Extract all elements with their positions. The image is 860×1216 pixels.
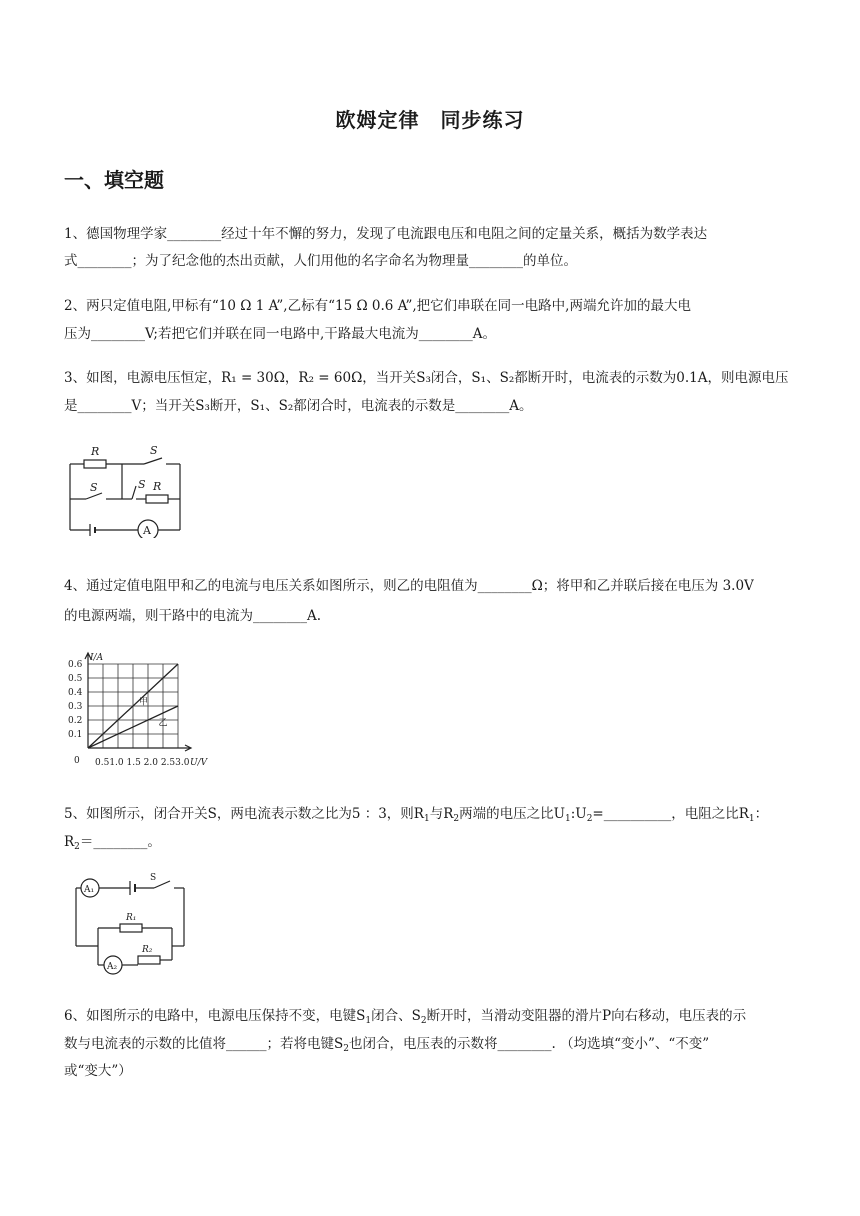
series-label-yi: 乙 xyxy=(158,718,168,729)
q3-label-s-left: S xyxy=(90,481,98,494)
q3-circuit-diagram xyxy=(64,442,190,538)
y-axis-label: I/A xyxy=(90,653,104,663)
q5-label-a2: A₂ xyxy=(107,962,118,972)
q4-line1: 4、通过定值电阻甲和乙的电流与电压关系如图所示，则乙的电阻值为________Ω；将甲和乙并联后接在电压为 3.0V xyxy=(64,578,754,594)
origin-label: 0 xyxy=(74,756,80,766)
q2-line2: 压为________V;若把它们并联在同一电路中,干路最大电流为________A。 xyxy=(64,326,496,342)
q3-label-ammeter: A xyxy=(143,524,151,537)
x-tick-labels: 0.51.0 1.5 2.0 2.53.0 xyxy=(95,758,190,768)
q5-label-a1: A₁ xyxy=(84,885,95,895)
q5-line2: $R_2=\_\_\_\_\_\_\_\_$。 xyxy=(64,834,161,852)
y-tick-label: 0.1 xyxy=(68,730,83,740)
q1-line1: 1、德国物理学家________经过十年不懈的努力，发现了电流跟电压和电阻之间的定量关系，概括为数学表达 xyxy=(64,226,708,242)
q5-label-r2: R₂ xyxy=(142,945,153,955)
y-tick-label: 0.2 xyxy=(68,716,83,726)
q6-line2: 数与电流表的示数的比值将______；若将电键$S_2$也闭合，电压表的示数将________. （均选填“变小”、“不变” xyxy=(64,1036,710,1054)
q2-line1: 2、两只定值电阻,甲标有“10 Ω 1 A”,乙标有“15 Ω 0.6 A”,把它们串联在同一电路中,两端允许加的最大电 xyxy=(64,298,691,314)
y-tick-label: 0.5 xyxy=(68,674,83,684)
y-tick-label: 0.6 xyxy=(68,660,83,670)
q4-line2: 的电源两端，则干路中的电流为________A. xyxy=(64,608,322,624)
q3-line1: 3、如图，电源电压恒定，R₁ = 30Ω，R₂ = 60Ω，当开关S₃闭合，S₁、S₂都断开时，电流表的示数为0.1A，则电源电压 xyxy=(64,370,789,386)
q3-label-s-mid: S xyxy=(138,478,146,491)
section-heading: 一、填空题 xyxy=(64,168,164,192)
q5-line1: 5、如图所示，闭合开关S，两电流表示数之比为5 ：3，则$R_1$与$R_2$两端的电压之比$U_1:U_2=\_\_\_\_\_\_\_\_\_\_$，电阻之比$R_1$： xyxy=(64,806,769,824)
page-title: 欧姆定律 同步练习 xyxy=(335,108,525,132)
q5-circuit-diagram xyxy=(68,872,192,976)
q5-label-s: S xyxy=(150,873,157,883)
resistor-r-top xyxy=(84,460,106,468)
q4-iu-graph xyxy=(62,650,218,772)
resistor-r-mid xyxy=(146,495,168,503)
series-label-jia: 甲 xyxy=(139,697,149,708)
y-tick-label: 0.3 xyxy=(68,702,83,712)
q1-line2: 式________；为了纪念他的杰出贡献，人们用他的名字命名为物理量________的单位。 xyxy=(64,253,577,269)
q6-line1: 6、如图所示的电路中，电源电压保持不变，电键$S_1$闭合、$S_2$断开时，当滑动变阻器的滑片P向右移动，电压表的示 xyxy=(64,1008,747,1026)
y-tick-label: 0.4 xyxy=(68,688,83,698)
q5-label-r1: R₁ xyxy=(126,913,137,923)
q3-label-r-mid: R xyxy=(153,480,162,493)
q3-label-s-top: S xyxy=(150,444,158,457)
q3-label-r-top: R xyxy=(91,445,100,458)
x-axis-label: U/V xyxy=(190,758,208,768)
q3-line2: 是________V；当开关S₃断开，S₁、S₂都闭合时，电流表的示数是________A。 xyxy=(64,398,533,414)
q6-line3: 或“变大”） xyxy=(64,1063,132,1079)
